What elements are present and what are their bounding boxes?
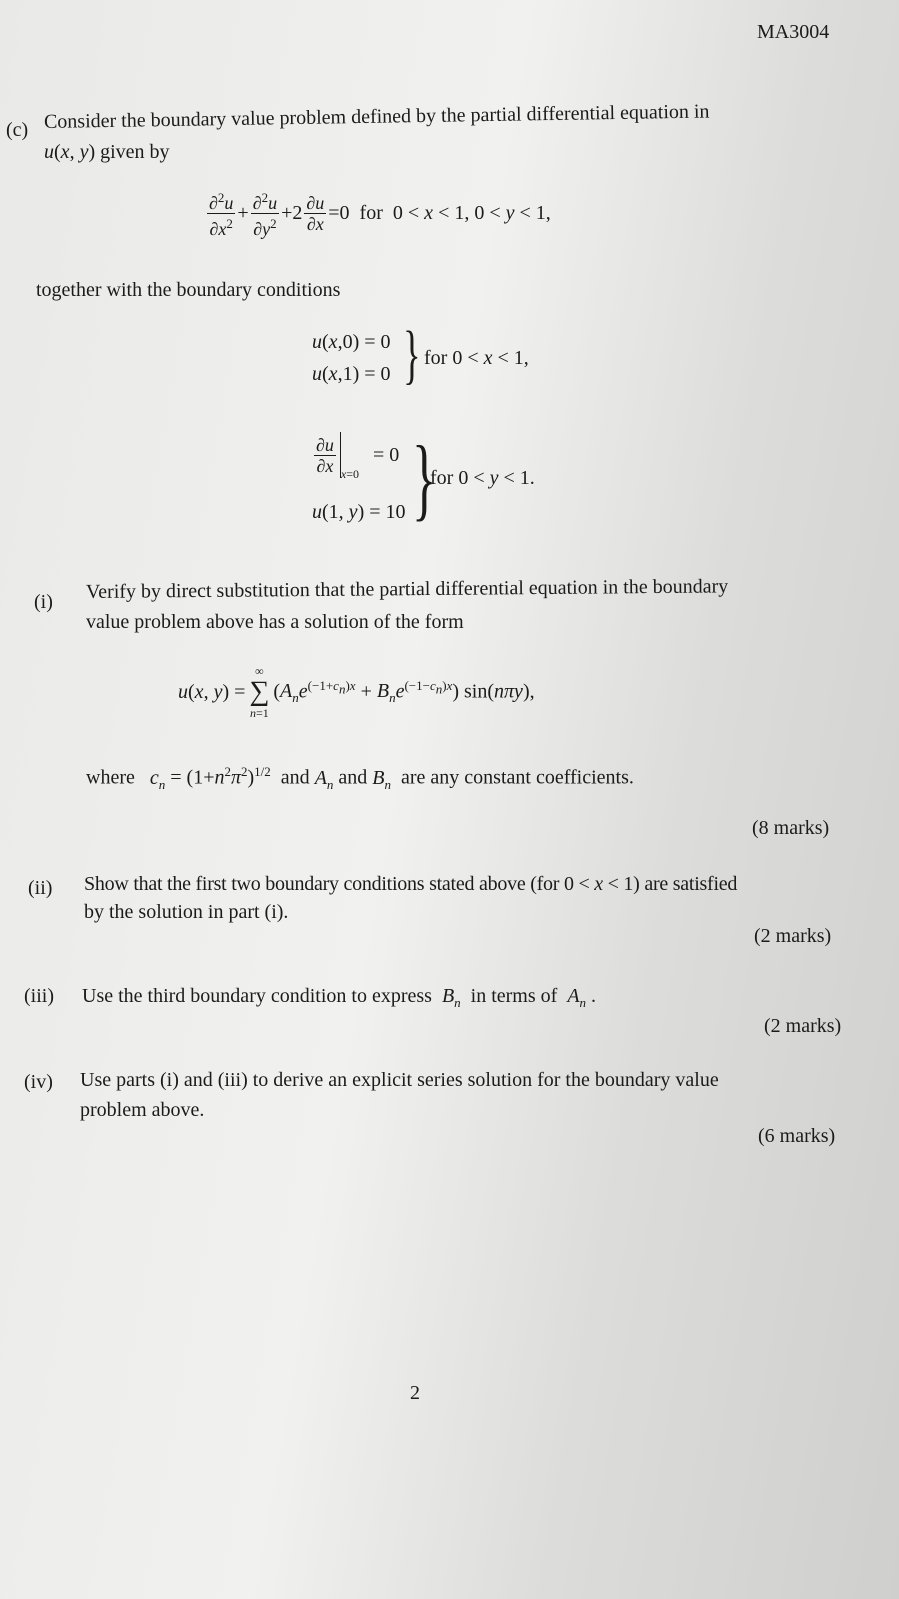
course-code: MA3004 <box>757 21 830 43</box>
subpart-i-label: (i) <box>34 591 53 613</box>
bc1: u(x,0) = 0 <box>312 331 391 353</box>
subpart-ii-marks: (2 marks) <box>754 925 832 947</box>
part-c-intro-line2: u(x, y) given by <box>44 141 170 163</box>
series-solution: u(x, y) = ∞ ∑ n=1 $(A_ne^{(-1+c_n)x} + B_ne^{(-1-c_n)x})$ sin(nπy), <box>178 664 535 720</box>
subpart-iv-label: (iv) <box>24 1071 53 1093</box>
bc12-range: for 0 < x < 1, <box>424 347 529 369</box>
bc-intro: together with the boundary conditions <box>36 279 341 301</box>
subpart-iii-marks: (2 marks) <box>764 1015 842 1037</box>
subpart-i-marks: (8 marks) <box>752 817 830 839</box>
pde-equation: $\frac{\partial^2u}{\partial x^2}$ + $\frac{\partial^2u}{\partial y^2}$ +2 $\frac{\partial u}{\partial x}$ =0 for 0 < x < 1, 0 < y < 1, <box>209 190 551 239</box>
subpart-ii-line2: by the solution in part (i). <box>84 901 289 923</box>
subpart-i-line2: value problem above has a solution of the form <box>86 611 464 633</box>
bc34-range: for 0 < y < 1. <box>430 467 535 489</box>
part-c-label: (c) <box>6 119 29 141</box>
subpart-iv-line2: problem above. <box>80 1099 205 1121</box>
bc4: u(1, y) = 10 <box>312 501 406 523</box>
subpart-iii-line1: Use the third boundary condition to express $B_n$ in terms of $A_n$ . <box>82 985 597 1010</box>
subpart-iii-label: (iii) <box>24 985 54 1007</box>
where-clause: where $c_n = (1+n^2\pi^2)^{1/2}$ and $A_n$ and $B_n$ are any constant coefficients. <box>86 764 634 792</box>
bc3: $\frac{\partial u}{\partial x}$ x=0 = 0 <box>312 432 399 478</box>
part-c-intro-line1: Consider the boundary value problem defined by the partial differential equation in <box>43 100 710 133</box>
brace-right-1: } <box>403 318 421 391</box>
subpart-iv-marks: (6 marks) <box>758 1125 836 1147</box>
page-number: 2 <box>410 1382 420 1404</box>
subpart-i-line1: Verify by direct substitution that the partial differential equation in the boundary <box>85 575 729 603</box>
subpart-ii-label: (ii) <box>28 877 53 899</box>
brace-right-2: } <box>411 427 437 529</box>
bc2: u(x,1) = 0 <box>312 363 391 385</box>
subpart-iv-line1: Use parts (i) and (iii) to derive an explicit series solution for the boundary value <box>80 1069 719 1091</box>
subpart-ii-line1: Show that the first two boundary conditions stated above (for 0 < x < 1) are satisfied <box>84 873 738 895</box>
